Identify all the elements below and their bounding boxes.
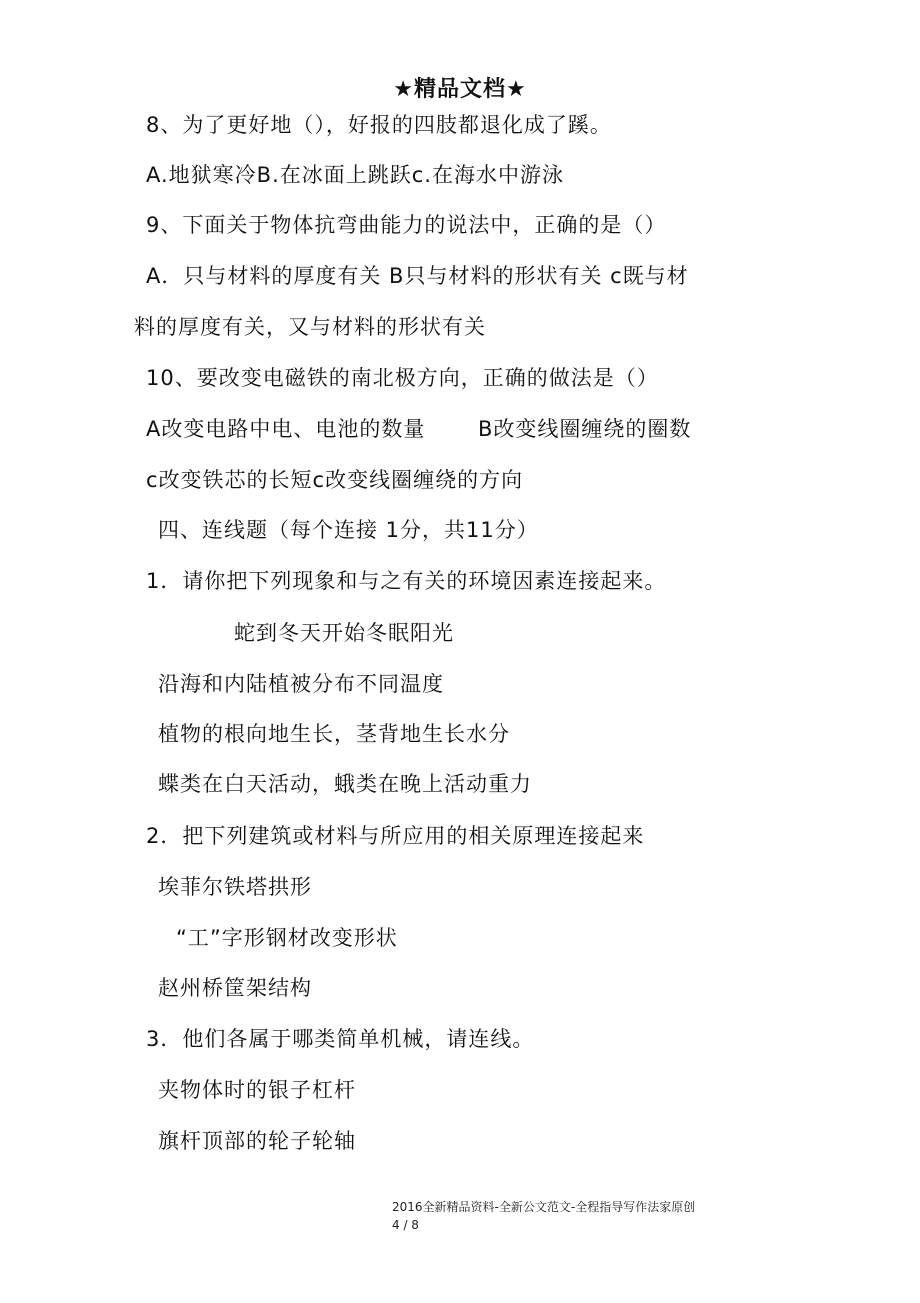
matching-item: 蝶类在白天活动，蛾类在晚上活动重力 xyxy=(158,772,532,796)
question-9-options-continued: 料的厚度有关，又与材料的形状有关 xyxy=(134,315,486,339)
question-10: 10、要改变电磁铁的南北极方向，正确的做法是（） xyxy=(146,366,659,390)
question-10-options-cd: c改变铁芯的长短c改变线圈缠绕的方向 xyxy=(146,468,524,492)
matching-item: 植物的根向地生长，茎背地生长水分 xyxy=(158,722,510,746)
footer-credit: 2016全新精品资料-全新公文范文-全程指导写作法家原创 xyxy=(392,1200,696,1214)
matching-question-3: 3．他们各属于哪类简单机械，请连线。 xyxy=(146,1027,535,1051)
matching-item: 蛇到冬天开始冬眠阳光 xyxy=(234,621,454,645)
question-9: 9、下面关于物体抗弯曲能力的说法中，正确的是（） xyxy=(146,213,667,237)
question-10-option-a: A改变电路中电、电池的数量 xyxy=(146,417,426,441)
matching-item: 赵州桥筐架结构 xyxy=(158,976,312,1000)
matching-item: “工”字形钢材改变形状 xyxy=(176,926,398,950)
matching-item: 夹物体时的银子杠杆 xyxy=(158,1078,356,1102)
matching-item: 旗杆顶部的轮子轮轴 xyxy=(158,1129,356,1153)
matching-question-1: 1．请你把下列现象和与之有关的环境因素连接起来。 xyxy=(146,569,667,593)
section-heading: 四、连线题（每个连接 1分，共11分） xyxy=(158,518,539,542)
matching-item: 沿海和内陆植被分布不同温度 xyxy=(158,672,444,696)
page-number: 4 / 8 xyxy=(392,1218,419,1232)
document-header: ★精品文档★ xyxy=(393,77,527,102)
question-10-option-b: B改变线圈缠绕的圈数 xyxy=(478,417,692,441)
matching-item: 埃菲尔铁塔拱形 xyxy=(158,875,312,899)
question-8: 8、为了更好地（），好报的四肢都退化成了蹊。 xyxy=(146,113,612,137)
question-9-options: A．只与材料的厚度有关 B只与材料的形状有关 c既与材 xyxy=(146,264,689,288)
question-8-options: A.地狱寒冷B.在冰面上跳跃c.在海水中游泳 xyxy=(146,163,564,187)
matching-question-2: 2．把下列建筑或材料与所应用的相关原理连接起来 xyxy=(146,824,645,848)
